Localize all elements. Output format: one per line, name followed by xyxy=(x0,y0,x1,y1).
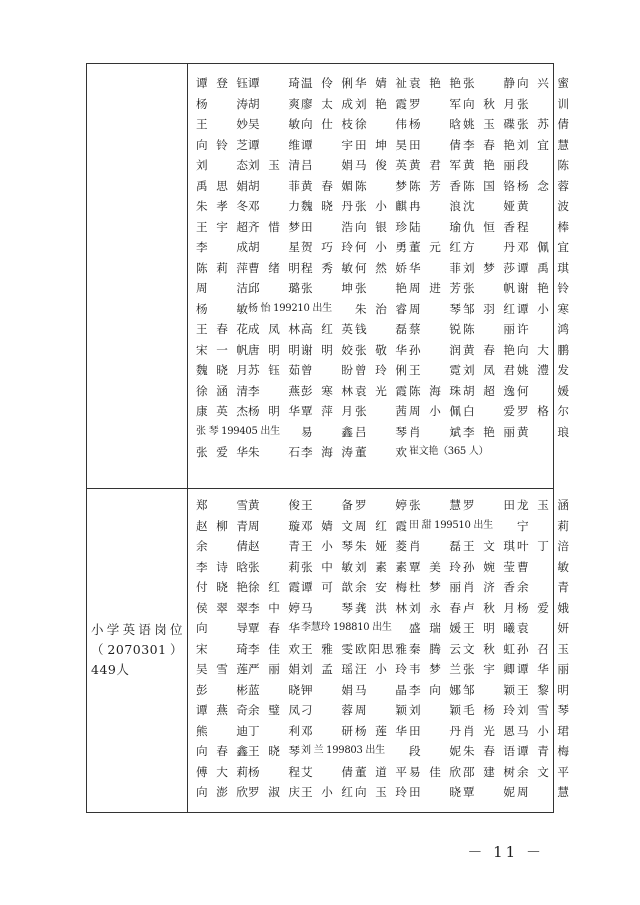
person-name: 王 备 xyxy=(301,498,353,512)
person-name: 程秀敏 xyxy=(301,260,353,275)
person-name: 余文平 xyxy=(517,764,569,779)
person-name: 刁 蓉 xyxy=(301,703,353,717)
name-row xyxy=(188,442,553,463)
person-name: 方 丹 xyxy=(463,240,515,254)
person-name: 李慧玲 198810 出生 xyxy=(301,622,392,633)
person-name: 马 晶 xyxy=(355,682,407,697)
person-name: 陈莉萍 xyxy=(196,260,248,275)
person-name: 向兴蜜 xyxy=(517,76,569,90)
person-name: 钾 娟 xyxy=(301,682,353,697)
person-name: 向秋月 xyxy=(463,96,515,111)
name-row xyxy=(188,135,569,156)
person-name: 蔡 锐 xyxy=(409,322,461,336)
person-name: 袁 妍 xyxy=(517,621,569,635)
person-name: 刘凤君 xyxy=(463,363,515,377)
person-name: 李诗晗 xyxy=(196,559,248,574)
person-name: 杨 敏 xyxy=(196,301,248,316)
person-name: 袁光霞 xyxy=(355,383,407,398)
name-row xyxy=(188,340,569,361)
person-name: 黄 俊 xyxy=(248,498,300,512)
person-name: 艾 倩 xyxy=(301,764,353,779)
person-name: 刘梦莎 xyxy=(463,260,515,275)
person-name: 杨念蓉 xyxy=(517,178,569,193)
person-name: 吴雪莲 xyxy=(196,662,248,676)
person-name: 王雅雯 xyxy=(301,641,353,656)
name-row xyxy=(188,782,569,803)
person-name: 李春艳 xyxy=(463,137,515,152)
person-name: 黄春媚 xyxy=(301,178,353,193)
person-name: 李海涛 xyxy=(301,445,353,459)
person-name: 韦梦兰 xyxy=(409,662,461,676)
person-name: 邓佩宜 xyxy=(517,240,569,254)
person-name: 向银珍 xyxy=(355,219,407,234)
person-name: 邵建树 xyxy=(463,764,515,779)
person-name: 罗 田 xyxy=(463,498,515,512)
name-row xyxy=(188,577,569,598)
person-name: 田 丹 xyxy=(409,723,461,738)
person-name: 汪小玲 xyxy=(355,662,407,676)
person-name: 邓婧文 xyxy=(301,518,353,533)
person-name: 刘玉清 xyxy=(248,158,300,172)
person-name: 孙召玉 xyxy=(517,641,569,656)
person-name: 周红霞 xyxy=(355,518,407,533)
person-name: 李佳欢 xyxy=(248,641,300,656)
person-name: 张 帆 xyxy=(463,281,515,295)
person-name: 何小勇 xyxy=(355,240,407,254)
person-name: 邹羽红 xyxy=(463,301,515,316)
person-name: 田 甜 199510 出生 xyxy=(409,519,493,531)
person-name: 陈国铬 xyxy=(463,178,515,193)
person-name: 宁 莉 xyxy=(517,518,569,533)
person-name: 周 慧 xyxy=(517,785,569,799)
person-name: 谭禹琪 xyxy=(517,260,569,275)
person-name: 周小佩 xyxy=(409,404,461,418)
person-name: 杨 程 xyxy=(248,764,300,779)
name-row xyxy=(188,536,569,557)
person-name: 向玉玲 xyxy=(355,785,407,799)
person-name: 文秋虹 xyxy=(463,641,515,656)
person-name: 刘 颖 xyxy=(409,703,461,717)
name-row xyxy=(188,680,569,701)
person-name: 刘素素 xyxy=(355,559,407,574)
person-name: 田 倩 xyxy=(409,137,461,152)
person-name: 黄 波 xyxy=(517,199,569,213)
person-name: 曹绪明 xyxy=(248,260,300,275)
person-name: 张爱华 xyxy=(196,445,248,459)
name-row xyxy=(188,319,569,340)
person-name: 张 静 xyxy=(463,76,515,90)
person-name: 王晓琴 xyxy=(248,744,300,758)
person-name: 冉 浪 xyxy=(409,199,461,213)
person-name: 朱春语 xyxy=(463,744,515,758)
person-name: 董 欢 xyxy=(355,445,407,459)
person-name: 刘宜慧 xyxy=(517,137,569,152)
person-name: 吕 娟 xyxy=(301,158,353,172)
person-name: 覃春华 xyxy=(248,621,300,635)
person-name: 肖 磊 xyxy=(409,539,461,553)
person-name: 余安梅 xyxy=(355,580,407,594)
person-name: 张敬华 xyxy=(355,342,407,357)
person-name: 黄春艳 xyxy=(463,342,515,357)
person-name: 李向娜 xyxy=(409,682,461,697)
person-name: 刘 兰 199803 出生 xyxy=(301,745,385,756)
person-name: 覃萍月 xyxy=(301,404,353,418)
name-row xyxy=(188,741,569,762)
person-name: 王春花 xyxy=(196,322,248,336)
name-row xyxy=(188,196,569,217)
person-name: 谭登钰 xyxy=(196,76,248,90)
person-name: 徐红霞 xyxy=(248,580,300,594)
person-name: 龚洪林 xyxy=(355,600,407,615)
person-name: 盛瑞媛 xyxy=(409,621,461,635)
person-name: 陈海珠 xyxy=(409,383,461,398)
person-name: 熊 迪 xyxy=(196,723,248,738)
person-name: 马小珺 xyxy=(517,723,569,738)
person-name: 华婧祉 xyxy=(355,76,407,90)
person-name: 付晓艳 xyxy=(196,580,248,594)
person-name: 齐惜梦 xyxy=(248,219,300,234)
person-name: 袁艳艳 xyxy=(409,76,461,90)
person-name: 苏钰茹 xyxy=(248,363,300,377)
page-number: － 11 － xyxy=(467,843,544,861)
person-name: 向澎欣 xyxy=(196,785,248,799)
name-row xyxy=(188,258,569,279)
person-name: 周进芳 xyxy=(409,281,461,295)
person-name: 王文琪 xyxy=(463,539,515,553)
person-name: 董道平 xyxy=(355,764,407,779)
person-name: 毛杨玲 xyxy=(463,703,515,717)
person-name: 王宇超 xyxy=(196,219,248,234)
person-name: 谭可歆 xyxy=(301,580,353,594)
person-name: 何 媛 xyxy=(517,383,569,398)
roster-table xyxy=(86,63,569,813)
person-name: 胡 菲 xyxy=(248,178,300,193)
person-name: 杨 晗 xyxy=(409,117,461,131)
person-name: 杨爱娥 xyxy=(517,600,569,615)
name-row xyxy=(188,381,569,402)
person-name: 贺巧玲 xyxy=(301,240,353,254)
person-name: 曾 盼 xyxy=(301,363,353,377)
name-row xyxy=(188,598,569,619)
person-name: 邓 研 xyxy=(301,723,353,738)
person-name: 周 洁 xyxy=(196,281,248,295)
person-name: 向仕枝 xyxy=(301,117,353,131)
person-name: 肖光恩 xyxy=(463,723,515,738)
name-row xyxy=(188,217,569,238)
person-name: 曾玲俐 xyxy=(355,363,407,377)
person-name: 廖太成 xyxy=(301,96,353,111)
name-row xyxy=(188,639,569,660)
name-row xyxy=(188,155,569,176)
person-name: 成凤林 xyxy=(248,322,300,336)
person-name: 高红英 xyxy=(301,322,353,336)
person-name: 吕 琴 xyxy=(355,424,407,439)
person-name: 田 浩 xyxy=(301,219,353,234)
person-name: 朱 石 xyxy=(248,445,300,459)
person-name: 罗淑庆 xyxy=(248,785,300,799)
person-name: 龙玉涵 xyxy=(517,498,569,512)
person-name: 肖济香 xyxy=(463,580,515,594)
person-name: 华 菲 xyxy=(409,260,461,275)
person-name: 田坤昊 xyxy=(355,137,407,152)
person-name: 侯翠翠 xyxy=(196,600,248,615)
person-name: 张 慧 xyxy=(409,498,461,512)
person-name: 张小麒 xyxy=(355,199,407,213)
person-name: 覃美玲 xyxy=(409,559,461,574)
person-name: 谭华丽 xyxy=(517,662,569,676)
person-name: 王明曦 xyxy=(463,621,515,635)
name-row xyxy=(188,495,569,516)
person-name: 朱孝冬 xyxy=(196,199,248,213)
person-name: 刘孟瑶 xyxy=(301,662,353,676)
person-name: 李 成 xyxy=(196,240,248,254)
name-row xyxy=(188,557,569,578)
person-name: 杜梦丽 xyxy=(409,580,461,594)
person-name: 邹 颖 xyxy=(463,682,515,697)
person-name: 叶丁涪 xyxy=(517,539,569,553)
person-name: 胡 星 xyxy=(248,240,300,254)
person-name: 向铃芝 xyxy=(196,137,248,152)
person-name: 黄艳丽 xyxy=(463,158,515,172)
person-name: 宋一帆 xyxy=(196,342,248,357)
person-name: 周 璇 xyxy=(248,518,300,533)
person-name: 向春鑫 xyxy=(196,744,248,758)
person-name: 蓝 晓 xyxy=(248,682,300,697)
person-name: 张 莉 xyxy=(248,559,300,574)
person-name: 魏晓丹 xyxy=(301,199,353,213)
person-name: 易佳欣 xyxy=(409,764,461,779)
name-row xyxy=(188,762,569,783)
name-row xyxy=(188,114,569,135)
person-name: 康英杰 xyxy=(196,404,248,418)
person-name: 董元红 xyxy=(409,240,461,254)
person-name: 彭 彬 xyxy=(196,682,248,697)
person-name: 陆 瑜 xyxy=(409,219,461,234)
person-name: 刘雪琴 xyxy=(517,703,569,717)
person-name: 曹 敏 xyxy=(517,559,569,574)
name-row xyxy=(188,401,569,422)
name-row xyxy=(188,700,569,721)
person-name: 丁 利 xyxy=(248,723,300,738)
name-row xyxy=(188,278,569,299)
person-name: 黄 琅 xyxy=(517,424,569,439)
person-name: 谢明姣 xyxy=(301,342,353,357)
names-list-block-2 xyxy=(188,495,569,803)
person-name: 谭燕奇 xyxy=(196,703,248,717)
person-name: 陈 丽 xyxy=(463,322,515,336)
person-name: 刘艳霞 xyxy=(355,96,407,111)
person-name: 杨 涛 xyxy=(196,96,248,111)
person-name: 邱 璐 xyxy=(248,281,300,295)
person-name: 杨 怡 199210 出生 xyxy=(248,302,332,314)
person-name: 李中婷 xyxy=(248,600,300,615)
name-row xyxy=(188,360,569,381)
person-name: 谭 维 xyxy=(248,137,300,152)
person-name: 赵 青 xyxy=(248,539,300,553)
person-name: 禹思娟 xyxy=(196,178,248,193)
person-name: 陈芳香 xyxy=(409,178,461,193)
person-name: 向 导 xyxy=(196,621,248,635)
person-name: 胡 爽 xyxy=(248,96,300,111)
person-name: 李艳丽 xyxy=(463,424,515,439)
person-name: 秦腾云 xyxy=(409,641,461,656)
person-name: 覃 妮 xyxy=(463,785,515,799)
person-name: 田 晓 xyxy=(409,785,461,799)
position-label-cell xyxy=(87,488,187,812)
person-name: 谭青梅 xyxy=(517,744,569,758)
person-name: 吴 敏 xyxy=(248,117,300,131)
person-name: 谢艳铃 xyxy=(517,281,569,295)
person-name: 徐 伟 xyxy=(355,117,407,131)
person-name: 卢秋月 xyxy=(463,600,515,615)
person-name: 邓 力 xyxy=(248,199,300,213)
person-name: 严丽娟 xyxy=(248,662,300,676)
person-name: 马 琴 xyxy=(301,600,353,615)
person-name: 肖 斌 xyxy=(409,424,461,439)
person-name: 朱治睿 xyxy=(355,301,407,316)
person-name: 唐明明 xyxy=(248,342,300,357)
person-name: 欧阳思雅 xyxy=(355,641,407,656)
person-name: 谭 宇 xyxy=(301,137,353,152)
person-name: 徐涵清 xyxy=(196,383,248,398)
person-name: 向大鹏 xyxy=(517,342,569,357)
name-row xyxy=(188,721,569,742)
person-name: 谭小寒 xyxy=(517,301,569,316)
person-name: 罗格尔 xyxy=(517,404,569,418)
person-name: 杨莲华 xyxy=(355,723,407,738)
person-name: 陈 梦 xyxy=(355,178,407,193)
person-name: 马俊英 xyxy=(355,158,407,172)
names-list-block-1 xyxy=(188,73,569,463)
person-name: 段 陈 xyxy=(517,158,569,172)
person-name: 杨明华 xyxy=(248,404,300,418)
person-name: 王黎明 xyxy=(517,682,569,697)
position-label: 小学英语岗位（2070301）449人 xyxy=(91,622,183,677)
person-name: 张 琴 199405 出生 xyxy=(196,425,280,437)
person-name: 张 训 xyxy=(517,96,569,111)
person-name: 刘永春 xyxy=(409,600,461,615)
name-row xyxy=(188,237,569,258)
person-name: 罗 婷 xyxy=(355,498,407,512)
name-row xyxy=(188,618,569,639)
person-name: 易 鑫 xyxy=(301,424,353,439)
person-name: 朱娅菱 xyxy=(355,539,407,553)
name-row xyxy=(188,94,569,115)
name-row xyxy=(188,659,569,680)
person-name: 崔文艳（365 人） xyxy=(409,446,489,457)
name-row xyxy=(188,176,569,197)
person-name: 宋 琦 xyxy=(196,641,248,656)
person-name: 罗 军 xyxy=(409,96,461,111)
person-name: 黄君军 xyxy=(409,158,461,172)
person-name: 沈 娅 xyxy=(463,199,515,213)
person-name: 余 青 xyxy=(517,580,569,594)
person-name: 白 爱 xyxy=(463,404,515,418)
person-name: 赵柳青 xyxy=(196,518,248,533)
name-row xyxy=(188,299,569,320)
person-name: 孙 润 xyxy=(409,342,461,357)
person-name: 仇恒香 xyxy=(463,219,515,234)
person-name: 张宇卿 xyxy=(463,662,515,676)
person-name: 温伶俐 xyxy=(301,76,353,90)
person-name: 程 棒 xyxy=(517,219,569,234)
person-name: 余 倩 xyxy=(196,539,248,553)
person-name: 王小红 xyxy=(301,785,353,799)
person-name: 张中敏 xyxy=(301,559,353,574)
person-name: 许 鸿 xyxy=(517,322,569,336)
person-name: 周 琴 xyxy=(409,301,461,316)
person-name: 刘 态 xyxy=(196,158,248,172)
person-name: 彭寒林 xyxy=(301,383,353,398)
person-name: 姚澧发 xyxy=(517,363,569,377)
person-name: 郑 雪 xyxy=(196,498,248,512)
person-name: 王 霓 xyxy=(409,363,461,377)
name-row xyxy=(188,422,569,443)
person-name: 王 妙 xyxy=(196,117,248,131)
person-name: 李 燕 xyxy=(248,383,300,398)
name-row xyxy=(188,73,569,94)
person-name: 魏晓月 xyxy=(196,363,248,377)
name-row xyxy=(188,516,569,537)
person-name: 张 坤 xyxy=(301,281,353,295)
person-name: 张 艳 xyxy=(355,281,407,295)
person-name: 周 颖 xyxy=(355,703,407,717)
person-name: 姚玉碟 xyxy=(463,117,515,131)
person-name: 谭 琦 xyxy=(248,76,300,90)
person-name: 胡超逸 xyxy=(463,383,515,398)
person-name: 钱 磊 xyxy=(355,322,407,336)
person-name: 何然娇 xyxy=(355,260,407,275)
person-name: 王小琴 xyxy=(301,539,353,553)
person-name: 孙婉莹 xyxy=(463,559,515,574)
person-name: 傅大莉 xyxy=(196,764,248,779)
person-name: 张 茜 xyxy=(355,404,407,418)
person-name: 余璧凤 xyxy=(248,703,300,717)
person-name: 段 妮 xyxy=(409,744,461,758)
person-name: 张苏倩 xyxy=(517,117,569,131)
